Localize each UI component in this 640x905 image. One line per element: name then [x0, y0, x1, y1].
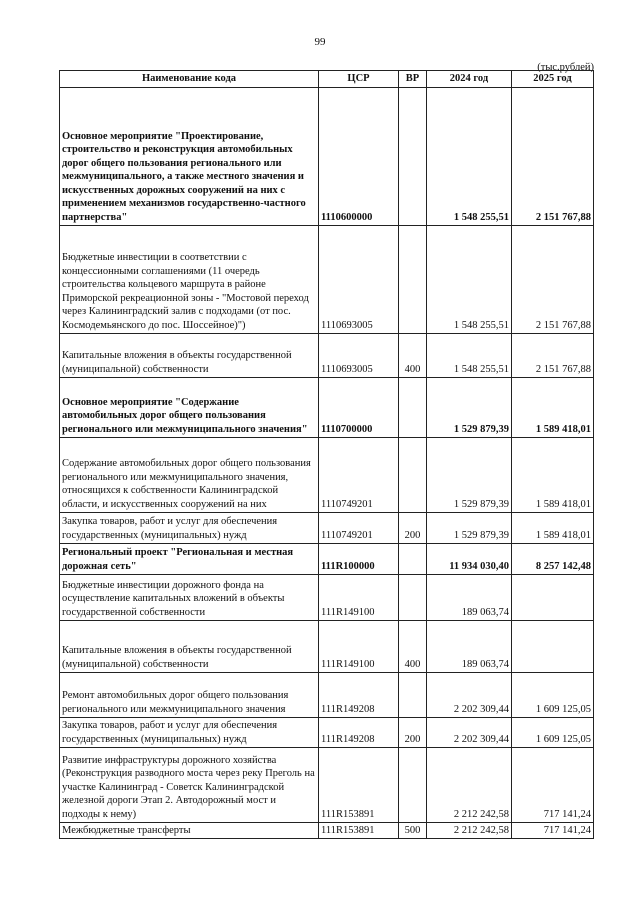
table-row [60, 334, 594, 378]
table-row [60, 748, 594, 823]
row-2025: 2 151 767,88 [512, 226, 594, 334]
row-vr [399, 575, 427, 621]
row-name: Бюджетные инвестиции в соответствии с концессионными соглашениями (11 очередь строительства кольцевого маршрута в районе Приморской рекреационной зоны - "Мостовой переход через Калининградский залив с подходами (от пос. Космодемьянского до пос. Шоссейное)") [60, 226, 319, 334]
row-csr: 1110600000 [319, 88, 399, 226]
row-csr: 1110749201 [319, 513, 399, 544]
row-2024: 2 212 242,58 [427, 748, 512, 823]
row-2024: 1 529 879,39 [427, 513, 512, 544]
row-name: Бюджетные инвестиции дорожного фонда на осуществление капитальных вложений в объекты государственной собственности [60, 575, 319, 621]
row-vr: 500 [399, 823, 427, 839]
table-row [60, 575, 594, 621]
row-2025: 8 257 142,48 [512, 544, 594, 575]
row-vr [399, 544, 427, 575]
row-2025 [512, 575, 594, 621]
budget-table [59, 70, 594, 839]
row-name: Капитальные вложения в объекты государственной (муниципальной) собственности [60, 334, 319, 378]
header-2024: 2024 год [427, 71, 512, 88]
row-2025: 2 151 767,88 [512, 88, 594, 226]
header-csr: ЦСР [319, 71, 399, 88]
row-vr [399, 748, 427, 823]
table-row [60, 673, 594, 718]
row-2024: 1 548 255,51 [427, 334, 512, 378]
row-2025: 1 589 418,01 [512, 378, 594, 438]
row-vr [399, 378, 427, 438]
row-2024: 11 934 030,40 [427, 544, 512, 575]
row-name: Закупка товаров, работ и услуг для обеспечения государственных (муниципальных) нужд [60, 718, 319, 748]
row-vr: 400 [399, 334, 427, 378]
row-name: Межбюджетные трансферты [60, 823, 319, 839]
header-name: Наименование кода [60, 71, 319, 88]
row-vr [399, 438, 427, 513]
header-2025: 2025 год [512, 71, 594, 88]
row-2025 [512, 621, 594, 673]
row-csr: 111R149208 [319, 673, 399, 718]
row-vr: 400 [399, 621, 427, 673]
table-row [60, 544, 594, 575]
row-csr: 111R100000 [319, 544, 399, 575]
row-2024: 1 548 255,51 [427, 226, 512, 334]
table-row [60, 438, 594, 513]
row-vr: 200 [399, 513, 427, 544]
row-2025: 717 141,24 [512, 823, 594, 839]
row-name: Развитие инфраструктуры дорожного хозяйства (Реконструкция разводного моста через реку Преголь на участке Калининград - Советск Калининградской железной дороги Этап 2. Автодорожный мост и подходы к нему) [60, 748, 319, 823]
row-2025: 1 589 418,01 [512, 438, 594, 513]
row-2025: 1 589 418,01 [512, 513, 594, 544]
row-2024: 1 529 879,39 [427, 378, 512, 438]
table-row [60, 88, 594, 226]
row-2024: 189 063,74 [427, 621, 512, 673]
row-2025: 717 141,24 [512, 748, 594, 823]
table-row [60, 621, 594, 673]
unit-note: (тыс.рублей) [537, 62, 594, 73]
page-number: 99 [314, 36, 326, 48]
row-vr [399, 226, 427, 334]
row-csr: 111R149100 [319, 575, 399, 621]
row-name: Основное мероприятие "Проектирование, строительство и реконструкция автомобильных дорог общего пользования регионального или межмуниципального, а также местного значения и искусственных дорожных сооружений на них с применением механизмов государственно-частного партнерства" [60, 88, 319, 226]
row-2024: 1 529 879,39 [427, 438, 512, 513]
row-2024: 1 548 255,51 [427, 88, 512, 226]
row-2024: 2 212 242,58 [427, 823, 512, 839]
row-csr: 1110693005 [319, 334, 399, 378]
table-row [60, 718, 594, 748]
row-csr: 111R149100 [319, 621, 399, 673]
row-vr: 200 [399, 718, 427, 748]
table-row [60, 823, 594, 839]
row-name: Основное мероприятие "Содержание автомобильных дорог общего пользования регионального или межмуниципального значения" [60, 378, 319, 438]
table-row [60, 378, 594, 438]
table-header-row [60, 71, 594, 88]
row-csr: 1110700000 [319, 378, 399, 438]
row-name: Капитальные вложения в объекты государственной (муниципальной) собственности [60, 621, 319, 673]
row-2025: 2 151 767,88 [512, 334, 594, 378]
row-csr: 1110749201 [319, 438, 399, 513]
row-2025: 1 609 125,05 [512, 673, 594, 718]
header-vr: ВР [399, 71, 427, 88]
row-name: Ремонт автомобильных дорог общего пользования регионального или межмуниципального значения [60, 673, 319, 718]
row-vr [399, 673, 427, 718]
row-2024: 2 202 309,44 [427, 673, 512, 718]
row-csr: 111R153891 [319, 823, 399, 839]
row-2025: 1 609 125,05 [512, 718, 594, 748]
row-name: Закупка товаров, работ и услуг для обеспечения государственных (муниципальных) нужд [60, 513, 319, 544]
row-name: Региональный проект "Региональная и местная дорожная сеть" [60, 544, 319, 575]
row-2024: 2 202 309,44 [427, 718, 512, 748]
row-csr: 111R149208 [319, 718, 399, 748]
row-name: Содержание автомобильных дорог общего пользования регионального или межмуниципального значения, относящихся к собственности Калининградской области, и искусственных сооружений на них [60, 438, 319, 513]
row-2024: 189 063,74 [427, 575, 512, 621]
row-vr [399, 88, 427, 226]
row-csr: 111R153891 [319, 748, 399, 823]
table-row [60, 513, 594, 544]
row-csr: 1110693005 [319, 226, 399, 334]
table-row [60, 226, 594, 334]
